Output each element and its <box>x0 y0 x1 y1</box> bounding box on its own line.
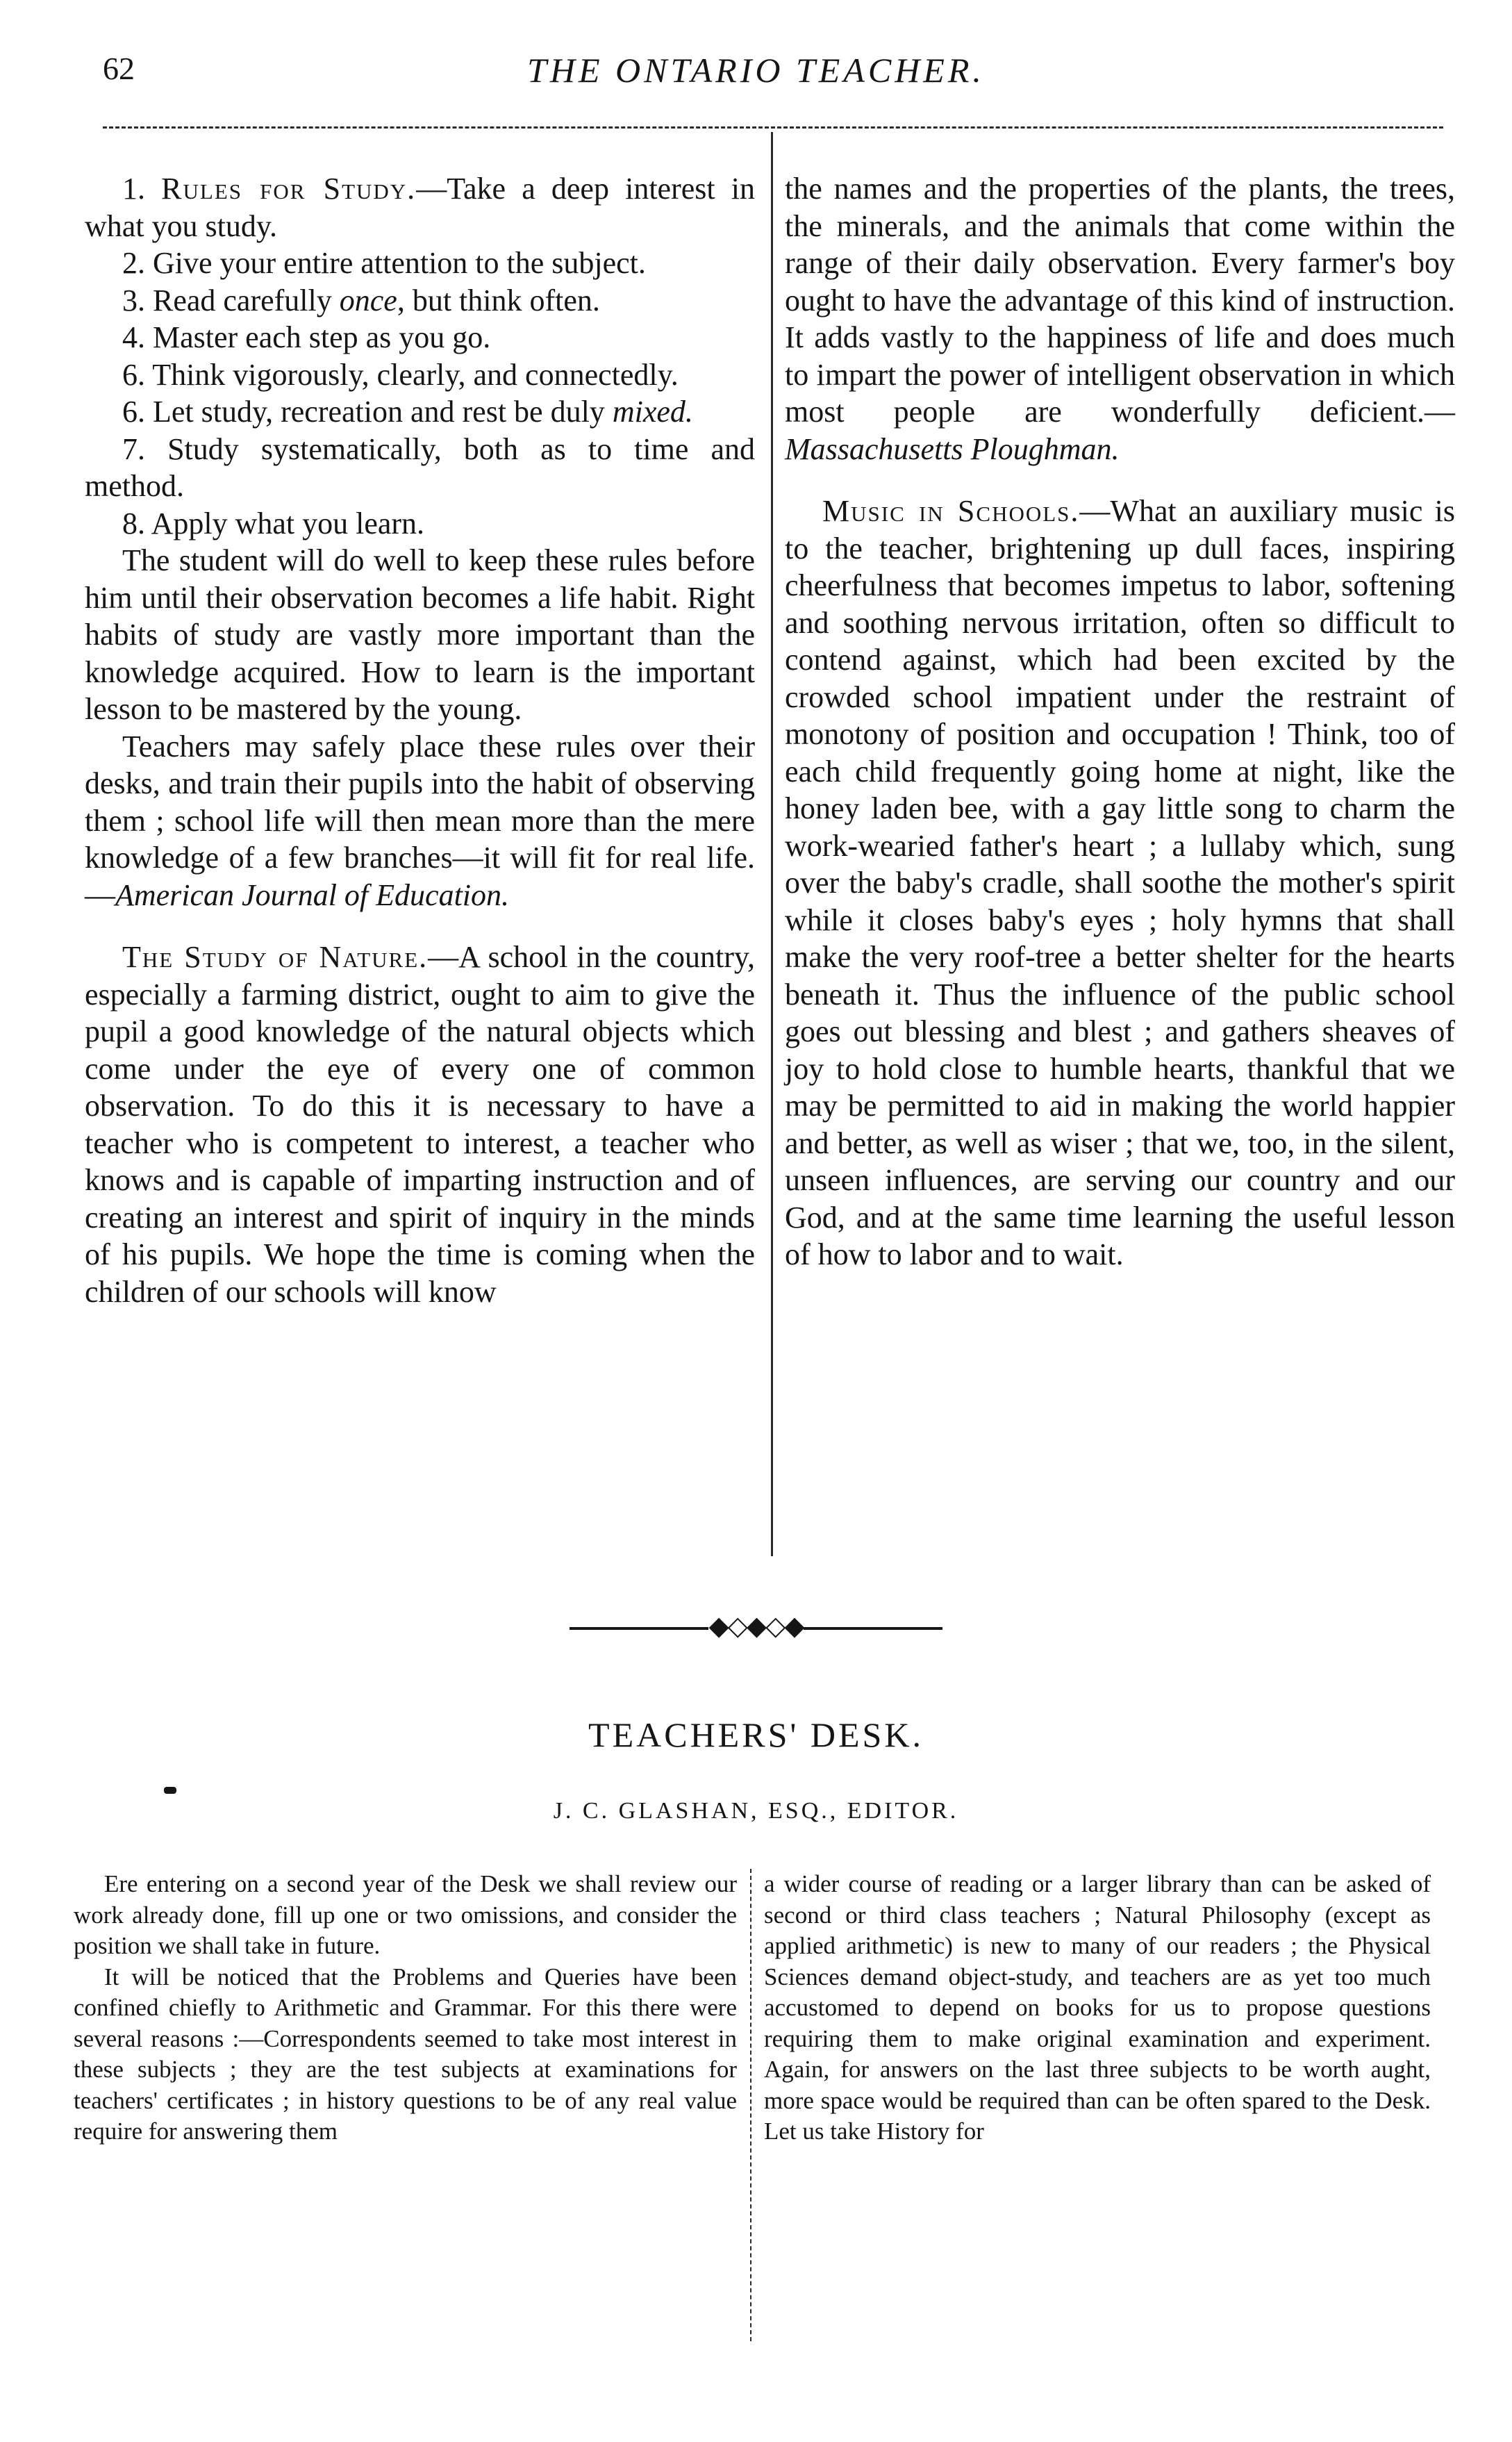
ornament-bar-right <box>804 1627 942 1630</box>
rule-4: 4. Master each step as you go. <box>122 320 491 354</box>
right-column <box>785 170 1455 1273</box>
page-number: 62 <box>103 51 135 86</box>
rule-7: 7. Study systematically, both as to time and method. <box>85 431 755 503</box>
rule-1-text: —Take a deep interest in what you study. <box>85 172 755 243</box>
header-rule <box>103 126 1443 129</box>
rule-1-number: 1. <box>122 172 145 206</box>
desk-paragraph-2: It will be noticed that the Problems and Queries have been confined chiefly to Arithmetic and Grammar. For this there were several reasons :—Correspondents seemed to take most interest in these subjects ; they are the test subjects at examinations for teachers' certificates ; in history questions to be of any real value require for answering them <box>74 1963 737 2145</box>
rule-6 <box>85 393 755 431</box>
section-title: TEACHERS' DESK. <box>588 1715 924 1754</box>
desk-paragraph-1: Ere entering on a second year of the Desk we shall review our work already done, fill up one or two omissions, and consider the position we shall take in future. <box>74 1870 737 1959</box>
teachers-source: American Journal of Education. <box>115 877 510 912</box>
rule-5: 6. Think vigorously, clearly, and connectedly. <box>122 357 679 392</box>
rule-2: 2. Give your entire attention to the subject. <box>122 246 646 280</box>
section-ornament <box>0 1610 1512 1642</box>
nature-continued-text: the names and the properties of the plants, the trees, the minerals, and the animals that come within the range of their daily observation. Every farmer's boy ought to have the advantage of this kind of instruction. It adds vastly to the happiness of life and does much to impart the power of intelligent observation in which most people are wonderfully deficient.— <box>785 172 1455 429</box>
nature-source: Massachusetts Ploughman. <box>785 431 1120 466</box>
rules-heading: Rules for Study. <box>161 172 417 206</box>
rule-1 <box>85 170 755 245</box>
nature-paragraph <box>85 939 755 1310</box>
running-title: THE ONTARIO TEACHER. <box>527 51 985 90</box>
lower-left-column <box>74 1869 737 2147</box>
desk-paragraph-3: a wider course of reading or a larger library than can be asked of second or third class teachers ; Natural Philosophy (except as applied arithmetic) is new to many of our readers ; the Physical Sciences demand object-study, and teachers are as yet too much accustomed to depend on books for us to propose questions requiring them to make original examination and experiment. Again, for answers on the last three subjects to be worth aught, more space would be required than can be often spared to the Desk. Let us take History for <box>764 1870 1431 2145</box>
music-heading: Music in Schools. <box>822 494 1080 528</box>
column-divider <box>771 132 773 1556</box>
section-editor: J. C. GLASHAN, ESQ., EDITOR. <box>553 1798 959 1824</box>
rule-3-italic: once <box>339 283 397 317</box>
student-paragraph: The student will do well to keep these rules before him until their observation becomes a life habit. Right habits of study are vastly more important than the knowledge acquired. How to learn is the important lesson to be mastered by the young. <box>85 543 755 726</box>
nature-text: —A school in the country, especially a farming district, ought to aim to give the pupil a good knowledge of the natural objects which come under the eye of every one of common observation. To do this it is necessary to have a teacher who is competent to interest, a teacher who knows and is capable of imparting instruction and of creating an interest and spirit of inquiry in the minds of his pupils. We hope the time is coming when the children of our schools will know <box>85 940 755 1309</box>
rule-3 <box>85 282 755 320</box>
nature-heading: The Study of Nature. <box>122 940 429 974</box>
lower-column-divider <box>750 1869 751 2341</box>
left-column <box>85 170 755 1310</box>
teachers-text: Teachers may safely place these rules over their desks, and train their pupils into the habit of observing them ; school life will then mean more than the mere knowledge of a few branches—it will fit for real life.— <box>85 729 755 912</box>
music-text: —What an auxiliary music is to the teacher, brightening up dull faces, inspiring cheerfulness that becomes impetus to labor, softening and soothing nervous irritation, often so difficult to contend against, which had been excited by the crowded school impatient under the restraint of monotony of position and occupation ! Think, too of each child frequently going home at night, like the honey laden bee, with a gay little song to charm the work-wearied father's heart ; a lullaby which, sung over the baby's cradle, shall soothe the mother's spirit while it closes baby's eyes ; holy hymns that shall make the very roof-tree a better shelter for the hearts beneath it. Thus the influence of the public school goes out blessing and blest ; and gathers sheaves of joy to hold close to humble hearts, thankful that we may be permitted to aid in making the world happier and better, as well as wiser ; that we, too, in the silent, unseen influences, are serving our country and our God, and at the same time learning the useful lesson of how to labor and to wait. <box>785 494 1455 1271</box>
teachers-paragraph <box>85 728 755 914</box>
ornament-bar-left <box>570 1627 708 1630</box>
nature-continued-paragraph <box>785 170 1455 468</box>
section-mark <box>164 1787 176 1794</box>
rule-6-before: 6. Let study, recreation and rest be duly <box>122 395 613 429</box>
lower-right-column <box>764 1869 1431 2147</box>
rule-8: 8. Apply what you learn. <box>122 506 425 541</box>
rule-3-before: 3. Read carefully <box>122 283 340 317</box>
ornament-glyphs: ◆◇◆◇◆ <box>708 1612 804 1641</box>
rule-6-italic: mixed. <box>612 395 693 429</box>
rule-3-after: , but think often. <box>397 283 600 317</box>
music-paragraph <box>785 493 1455 1273</box>
